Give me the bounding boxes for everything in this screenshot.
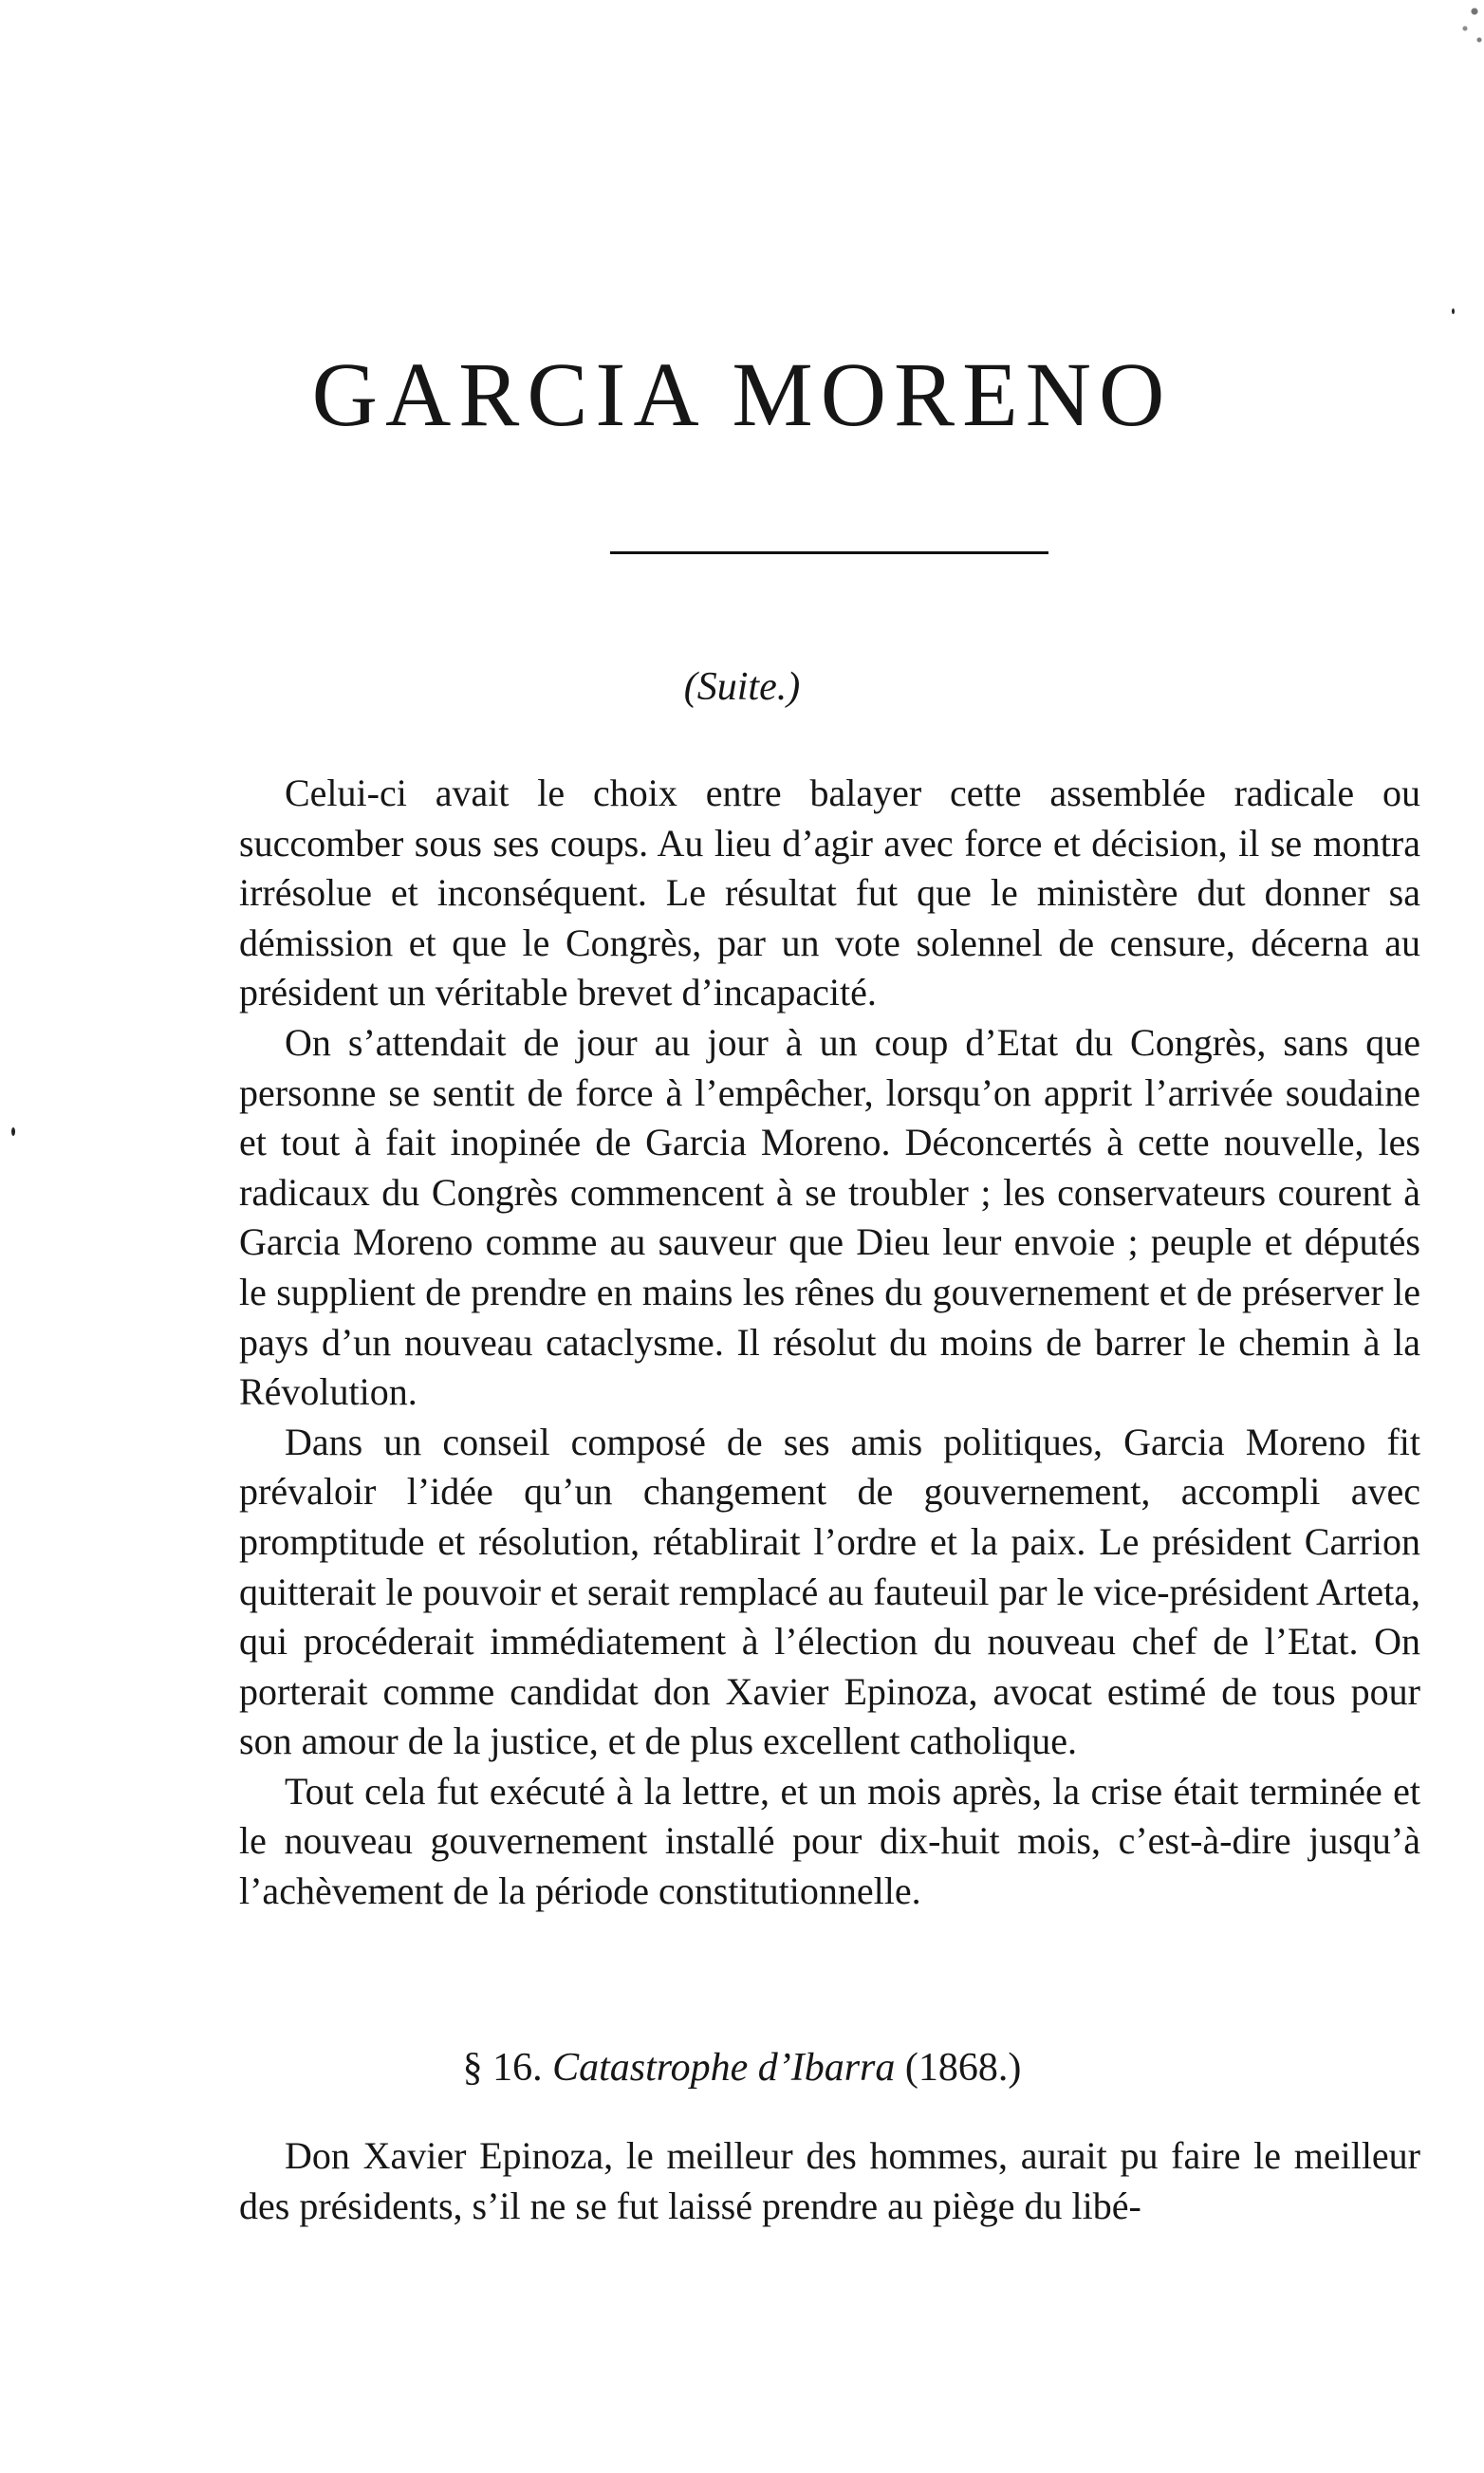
- section-title: Catastrophe d’Ibarra: [552, 2046, 896, 2090]
- title-rule: [610, 551, 1048, 554]
- page-title: GARCIA MORENO: [311, 344, 1173, 445]
- scan-speck: [11, 1127, 15, 1136]
- paragraph: Tout cela fut exécuté à la lettre, et un mois après, la crise était terminée et le nouveau gouvernement installé pour dix-huit mois, c’est-à-dire jusqu’à l’achèvement de la période constitutionnelle.: [239, 1769, 1420, 1913]
- paragraph: Dans un conseil composé de ses amis politiques, Garcia Moreno fit prévaloir l’idée qu’un changement de gouvernement, accompli avec promptitude et résolution, rétablirait l’ordre et la paix. Le président Carrion quitterait le pouvoir et serait remplacé au fauteuil par le vice-président Arteta, qui procéderait immédiatement à l’élection du nouveau chef de l’Etat. On porterait comme candidat don Xavier Epinoza, avocat estimé de tous pour son amour de la justice, et de plus excellent catholique.: [239, 1420, 1420, 1763]
- scan-corner-noise: [1437, 0, 1484, 57]
- paragraph: On s’attendait de jour au jour à un coup d’Etat du Congrès, sans que personne se sentit de force à l’empêcher, lorsqu’on apprit l’arrivée soudaine et tout à fait inopinée de Garcia Moreno. Déconcertés à cette nouvelle, les radicaux du Congrès commencent à se troubler ; les conservateurs courent à Garcia Moreno comme au sauveur que Dieu leur envoie ; peuple et députés le supplient de prendre en mains les rênes du gouvernement et de préserver le pays d’un nouveau cataclysme. Il résolut du moins de barrer le chemin à la Révolution.: [239, 1020, 1420, 1414]
- page-subtitle: (Suite.): [683, 665, 801, 709]
- paragraph: Celui-ci avait le choix entre balayer cette assemblée radicale ou succomber sous ses coups. Au lieu d’agir avec force et décision, il se montra irrésolue et inconséquent. Le résultat fut que le ministère dut donner sa démission et que le Congrès, par un vote solennel de censure, décerna au président un véritable brevet d’incapacité.: [239, 772, 1420, 1014]
- scan-speck: [1452, 308, 1455, 314]
- section-year: (1868.): [904, 2046, 1022, 2090]
- section-body-text: [239, 2131, 1420, 2231]
- paragraph: Don Xavier Epinoza, le meilleur des hommes, aurait pu faire le meilleur des présidents, s’il ne se fut laissé prendre au piège du libé-: [239, 2134, 1420, 2227]
- body-text: [239, 769, 1420, 1917]
- section-number: § 16.: [462, 2046, 543, 2090]
- section-heading: [0, 2045, 1484, 2091]
